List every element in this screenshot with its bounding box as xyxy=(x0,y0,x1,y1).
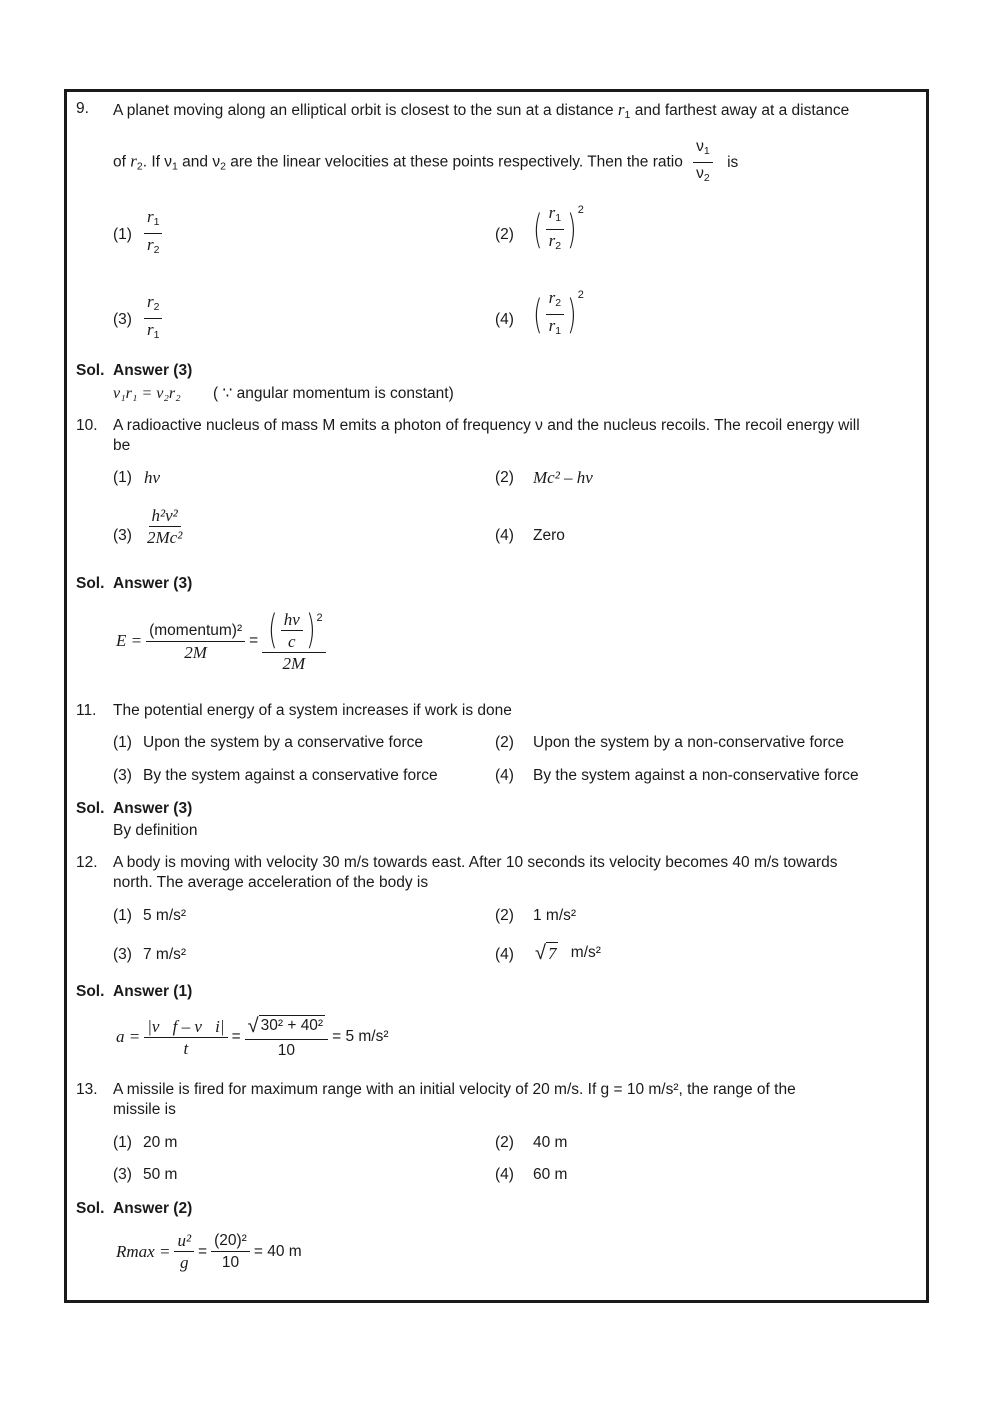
option-4-fraction: ( $\frac{r_2}{r_1}$ ) 2 xyxy=(533,288,584,338)
option-label: (3) xyxy=(113,767,132,784)
option-label: (1) xyxy=(113,1134,132,1151)
question-text-line2: missile is xyxy=(113,1101,176,1118)
option-4-value: Zero xyxy=(533,527,565,544)
option-label: (1) xyxy=(113,469,132,486)
answer: Answer (1) xyxy=(113,983,193,1000)
option-3-fraction: $\frac{\text{h²ν²}}{\text{2Mc²}}$ xyxy=(147,506,183,547)
question-number: 13. xyxy=(76,1081,98,1098)
option-label: (1) xyxy=(113,226,132,243)
page-border xyxy=(64,89,929,1303)
option-3-fraction: $\frac{r_2}{r_1}$ xyxy=(144,293,162,344)
question-text: The potential energy of a system increases if work is done xyxy=(113,702,512,719)
option-4-value: √ 7 m/s² xyxy=(535,942,601,964)
option-label: (1) xyxy=(113,734,132,751)
option-3-value: 50 m xyxy=(143,1166,178,1183)
solution-label: Sol. xyxy=(76,362,105,379)
option-label: (4) xyxy=(495,946,514,963)
question-text: A planet moving along an elliptical orbit is closest to the sun at a distance $r_1$ and farthest away at a distance xyxy=(113,100,850,121)
question-number: 9. xyxy=(76,100,89,117)
question-number: 10. xyxy=(76,417,98,434)
option-label: (2) xyxy=(495,734,514,751)
option-label: (4) xyxy=(495,1166,514,1183)
option-1-fraction: $\frac{r_1}{r_2}$ xyxy=(144,208,162,259)
solution-label: Sol. xyxy=(76,1200,105,1217)
option-2-value: Mc² – hν xyxy=(533,468,593,487)
solution-label: Sol. xyxy=(76,983,105,1000)
question-number: 12. xyxy=(76,854,98,871)
option-1-text: Upon the system by a conservative force xyxy=(143,734,423,751)
ratio-fraction: $\frac{\nu_1}{\nu_2}$ xyxy=(693,138,713,187)
option-2-text: Upon the system by a non-conservative force xyxy=(533,734,845,751)
option-2-value: 1 m/s² xyxy=(533,907,577,924)
option-label: (4) xyxy=(495,767,514,784)
option-label: (1) xyxy=(113,907,132,924)
option-4-text: By the system against a non-conservative force xyxy=(533,767,859,784)
option-1-value: 20 m xyxy=(143,1134,178,1151)
solution-text: By definition xyxy=(113,822,198,839)
option-label: (3) xyxy=(113,527,132,544)
solution-equation: v₁r₁ = v₂r₂ ( ∵ angular momentum is constant) xyxy=(113,385,454,402)
answer: Answer (2) xyxy=(113,1200,193,1217)
solution-equation: a = $\frac{|v⃗f - v⃗i|}{t}$ = √ 30² + 40² 10 = 5 m/s² xyxy=(116,1015,389,1059)
option-3-value: 7 m/s² xyxy=(143,946,187,963)
option-1-value: hν xyxy=(144,468,161,487)
question-text-line2: be xyxy=(113,437,131,454)
option-label: (3) xyxy=(113,946,132,963)
option-label: (2) xyxy=(495,1134,514,1151)
answer: Answer (3) xyxy=(113,362,193,379)
solution-label: Sol. xyxy=(76,575,105,592)
option-4-value: 60 m xyxy=(533,1166,568,1183)
option-label: (4) xyxy=(495,527,514,544)
question-text-line2: of $r_2$. If $\nu_1$ and $\nu_2$ are the linear velocities at these points respectively. Then the ratio $\frac{\nu_1}{\nu_2}$ is xyxy=(113,138,738,187)
solution-equation: E = $\frac{\text{(momentum)²}}{2M}$ = ( $\frac{h\nu}{c}$ ) 2 2M xyxy=(116,610,326,672)
option-label: (3) xyxy=(113,1166,132,1183)
question-text: A radioactive nucleus of mass M emits a photon of frequency ν and the nucleus recoils. The recoil energy will xyxy=(113,417,860,434)
question-number: 11. xyxy=(76,702,97,719)
solution-label: Sol. xyxy=(76,800,105,817)
option-2-value: 40 m xyxy=(533,1134,568,1151)
answer: Answer (3) xyxy=(113,575,193,592)
option-label: (4) xyxy=(495,311,514,328)
option-3-text: By the system against a conservative force xyxy=(143,767,438,784)
question-text: A body is moving with velocity 30 m/s towards east. After 10 seconds its velocity becomes 40 m/s towards xyxy=(113,854,838,871)
option-label: (3) xyxy=(113,311,132,328)
option-label: (2) xyxy=(495,469,514,486)
question-text: A missile is fired for maximum range with an initial velocity of 20 m/s. If g = 10 m/s², the range of the xyxy=(113,1081,796,1098)
option-2-fraction: ( $\frac{r_1}{r_2}$ ) 2 xyxy=(533,203,584,253)
question-text-line2: north. The average acceleration of the body is xyxy=(113,874,429,891)
solution-equation: Rmax = $\frac{\text{u²}}{g}$ = $\frac{\text{(20)²}}{10}$ = 40 m xyxy=(116,1231,302,1272)
option-1-value: 5 m/s² xyxy=(143,907,187,924)
option-label: (2) xyxy=(495,226,514,243)
answer: Answer (3) xyxy=(113,800,193,817)
option-label: (2) xyxy=(495,907,514,924)
